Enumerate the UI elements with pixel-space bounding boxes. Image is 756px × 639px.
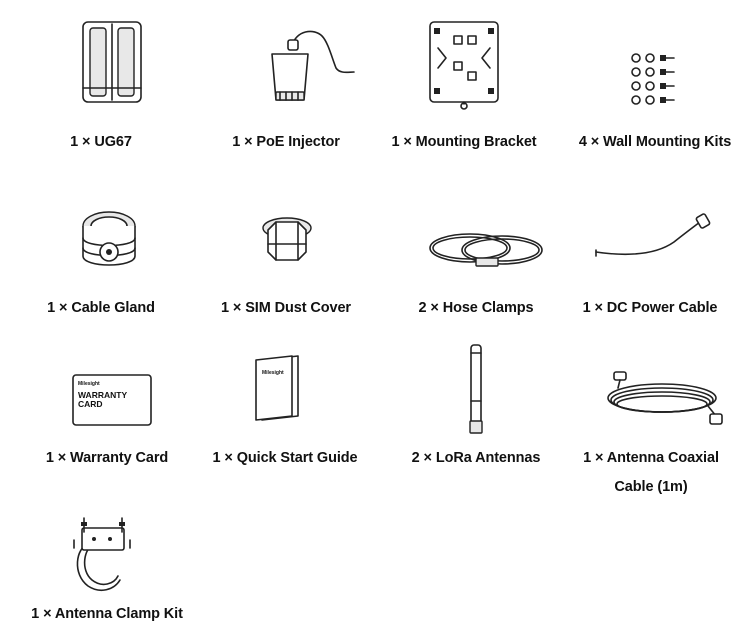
item-caption-line2: Cable (1m) — [614, 479, 688, 495]
guide-brand: Milesight — [262, 370, 284, 376]
wall-mounting-kits-icon — [628, 52, 678, 108]
item-caption: 1 × UG67 — [70, 134, 132, 150]
item-caption: 1 × DC Power Cable — [582, 300, 718, 316]
item-caption: 2 × Hose Clamps — [418, 300, 534, 316]
card-brand: Milesight — [78, 381, 100, 387]
item-caption: 1 × SIM Dust Cover — [221, 300, 351, 316]
item-caption: 1 × Mounting Bracket — [391, 134, 537, 150]
item-caption: 4 × Wall Mounting Kits — [578, 134, 732, 150]
cable-gland-icon — [78, 208, 140, 276]
lora-antenna-icon — [466, 343, 486, 435]
coaxial-cable-icon — [604, 370, 724, 432]
item-caption-line1: 1 × Antenna Coaxial — [583, 450, 719, 466]
item-caption: 1 × Cable Gland — [47, 300, 155, 316]
gateway-icon — [80, 18, 146, 106]
antenna-clamp-kit-icon — [70, 514, 134, 594]
poe-injector-icon — [262, 28, 358, 108]
item-caption: 1 × Warranty Card — [45, 450, 169, 466]
item-caption: 1 × PoE Injector — [232, 134, 340, 150]
hose-clamps-icon — [426, 222, 546, 272]
mounting-bracket-icon — [424, 18, 504, 110]
item-caption: 2 × LoRa Antennas — [411, 450, 541, 466]
card-title-line1: WARRANTY — [78, 390, 128, 400]
quick-start-guide-icon — [252, 354, 304, 424]
sim-dust-cover-icon — [256, 214, 318, 266]
item-caption: 1 × Antenna Clamp Kit — [31, 606, 183, 622]
card-title-line2: CARD — [78, 399, 103, 409]
warranty-card-icon — [72, 374, 152, 426]
dc-power-cable-icon — [594, 212, 712, 264]
item-caption: 1 × Quick Start Guide — [212, 450, 358, 466]
